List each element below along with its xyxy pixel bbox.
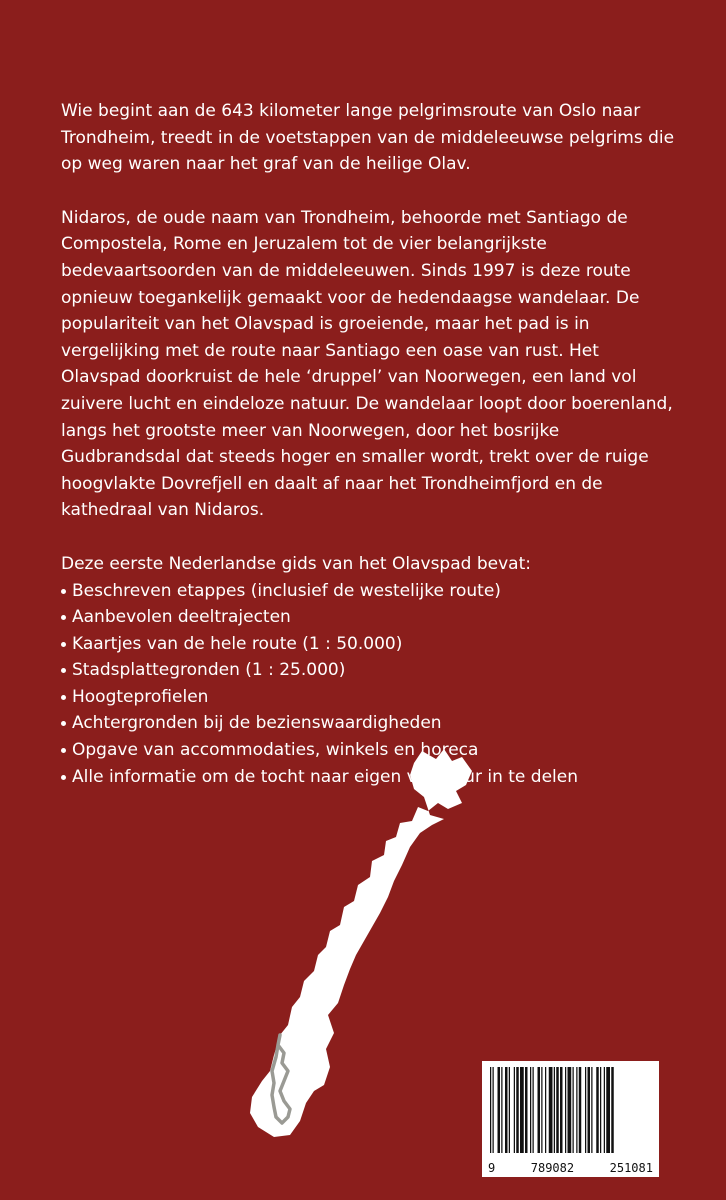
back-cover-text: [61, 98, 681, 790]
barcode-digit-first: 9: [488, 1161, 496, 1175]
barcode-bars: [488, 1067, 653, 1153]
list-item: Alle informatie om de tocht naar eigen voorkeur in te delen: [61, 764, 681, 791]
barcode-number: [482, 1161, 659, 1175]
list-item: Opgave van accommodaties, winkels en horeca: [61, 737, 681, 764]
list-intro: Deze eerste Nederlandse gids van het Olavspad bevat:: [61, 553, 531, 574]
list-item: Beschreven etappes (inclusief de westelijke route): [61, 578, 681, 605]
intro-paragraph: Wie begint aan de 643 kilometer lange pelgrimsroute van Oslo naar Trondheim, treedt in de voetstappen van de middeleeuwse pelgrims die op weg waren naar het graf van de heilige Olav.: [61, 101, 675, 175]
history-paragraph: Nidaros, de oude naam van Trondheim, behoorde met Santiago de Compostela, Rome en Jeruzalem tot de vier belangrijkste bedevaartsoorden van de middeleeuwen. Sinds 1997 is deze route opnieuw toegankelijk gemaakt voor de hedendaagse wandelaar. De populariteit van het Olavspad is groeiende, maar het pad is in vergelijking met de route naar Santiago een oase van rust. Het Olavspad doorkruist de hele ‘druppel’ van Noorwegen, een land vol zuivere lucht en eindeloze natuur. De wandelaar loopt door boerenland, langs het grootste meer van Noorwegen, door het bosrijke Gudbrandsdal dat steeds hoger en smaller wordt, trekt over de ruige hoogvlakte Dovrefjell en daalt af naar het Trondheimfjord en de kathedraal van Nidaros.: [61, 207, 673, 521]
barcode-group-left: 789082: [530, 1161, 575, 1175]
norway-map-icon: [200, 745, 480, 1185]
list-item: Achtergronden bij de bezienswaardigheden: [61, 710, 681, 737]
isbn-barcode: [482, 1061, 659, 1177]
list-item: Kaartjes van de hele route (1 : 50.000): [61, 631, 681, 658]
list-item: Aanbevolen deeltrajecten: [61, 604, 681, 631]
barcode-group-right: 251081: [609, 1161, 653, 1175]
list-item: Hoogteprofielen: [61, 684, 681, 711]
list-item: Stadsplattegronden (1 : 25.000): [61, 657, 681, 684]
